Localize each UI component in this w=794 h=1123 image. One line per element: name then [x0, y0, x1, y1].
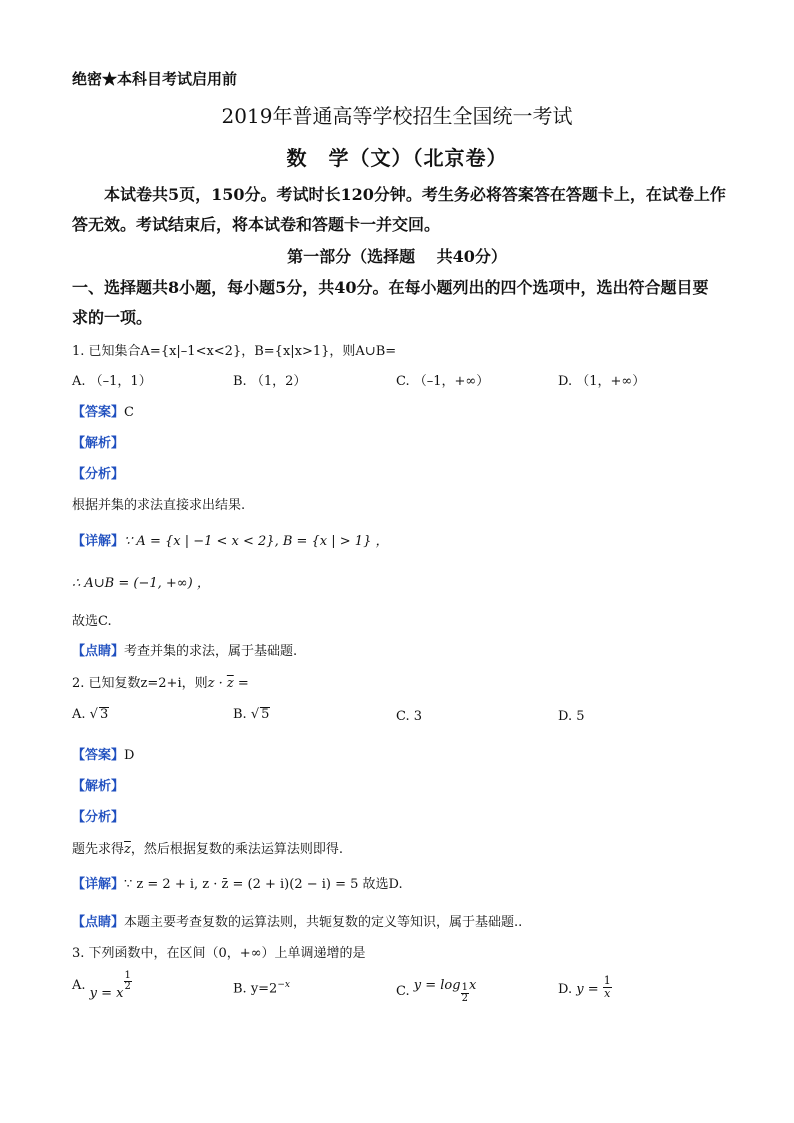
comment-label: 【点睛】 [72, 915, 125, 930]
answer-label: 【答案】 [72, 748, 125, 763]
q1-stem: 1. 已知集合A={x|–1<x<2}，B={x|x>1}，则A∪B= [72, 344, 397, 359]
part-heading: 第一部分（选择题 共40分） [287, 247, 507, 266]
q3-option-d-num: 1 [603, 974, 611, 987]
q2-fenxi-text [72, 838, 343, 857]
q3-option-c-base-num: 1 [461, 982, 468, 993]
q3-option-a-expr: y = x [89, 986, 124, 1001]
q3-option-a-exp-den: 2 [124, 981, 131, 992]
q3-option-a-label: A. [72, 978, 86, 993]
comment-label: 【点睛】 [72, 644, 125, 659]
fenxi-label: 【分析】 [72, 467, 125, 482]
answer-label: 【答案】 [72, 405, 125, 420]
q2-stem-post: = [233, 676, 249, 691]
q2-answer [72, 744, 134, 763]
q2-stem-pre: 2. 已知复数z=2+i，则 [72, 676, 208, 691]
q2-option-b: B. √ 5 [233, 707, 270, 722]
q2-fenxi [72, 806, 124, 825]
q3-stem: 3. 下列函数中，在区间（0，+∞）上单调递增的是 [72, 946, 366, 961]
section-line-1: 一、选择题共8小题，每小题5分，共40分。在每小题列出的四个选项中，选出符合题目要 [72, 278, 709, 297]
q1-comment [72, 640, 297, 659]
q1-option-a: A. （–1，1） [72, 374, 152, 389]
q3-option-a-exponent [124, 971, 132, 992]
fenxi-label: 【分析】 [72, 810, 125, 825]
secret-label: 绝密★本科目考试启用前 [72, 70, 238, 88]
detail-label: 【详解】 [72, 534, 125, 549]
q3-option-c-x: x [468, 978, 477, 993]
q3-option-c-base [461, 983, 469, 1004]
q2-detail [72, 873, 403, 892]
q2-stem [72, 672, 249, 691]
analysis-label: 【解析】 [72, 779, 125, 794]
q2-option-a-label: A. [72, 707, 86, 722]
q1-choose: 故选C. [72, 614, 112, 629]
q2-option-d: D. 5 [558, 709, 585, 724]
q3-option-d [558, 975, 612, 1000]
q2-option-b-label: B. [233, 707, 247, 722]
q3-option-a [72, 970, 132, 1001]
intro-line-1: 本试卷共5页，150分。考试时长120分钟。考生务必将答案答在答题卡上，在试卷上作 [104, 185, 726, 204]
q3-option-c-base-den: 2 [461, 993, 468, 1004]
exam-title: 2019年普通高等学校招生全国统一考试 [221, 104, 573, 128]
q2-option-c: C. 3 [396, 709, 423, 724]
q1-detail [72, 530, 388, 549]
q2-fenxi-pre: 题先求得 [72, 842, 125, 857]
q3-option-d-label: D. [558, 982, 573, 997]
q3-option-d-fraction [603, 975, 612, 1000]
q2-stem-bar: $\overline{z}$ [226, 676, 234, 691]
q1-option-d: D. （1，+∞） [558, 374, 646, 389]
q2-comment [72, 911, 522, 930]
q2-detail-text: ∵ z = 2 + i, z · z̄ = (2 + i)(2 − i) = 5 故选D. [124, 877, 403, 892]
q3-option-b [233, 980, 290, 996]
exam-subtitle: 数 学（文）（北京卷） [286, 146, 508, 170]
q3-option-c-expr: y = log [413, 978, 461, 993]
q1-step2: ∴ A∪B = (−1, +∞) ， [72, 576, 210, 591]
q2-option-a-value: 3 [99, 707, 109, 722]
q3-option-c-label: C. [396, 984, 410, 999]
detail-label: 【详解】 [72, 877, 125, 892]
q3-option-b-exponent: −x [277, 980, 290, 990]
q1-option-b: B. （1，2） [233, 374, 307, 389]
section-line-2: 求的一项。 [72, 308, 153, 327]
q3-option-a-exp-num: 1 [124, 970, 131, 981]
q2-fenxi-bar: $\overline{z}$ [124, 842, 131, 857]
q1-fenxi-text: 根据并集的求法直接求出结果. [72, 498, 246, 513]
q2-option-b-value: 5 [261, 707, 270, 722]
q3-option-d-expr: y = [576, 982, 599, 997]
q3-option-c [396, 975, 477, 1004]
q3-option-d-den: x [604, 987, 611, 1000]
q2-analysis [72, 775, 124, 794]
intro-line-2: 答无效。考试结束后，将本试卷和答题卡一并交回。 [72, 215, 441, 234]
q1-answer-value: C [124, 405, 134, 420]
q1-analysis [72, 432, 124, 451]
q2-answer-value: D [124, 748, 135, 763]
q1-answer [72, 401, 134, 420]
q1-fenxi [72, 463, 124, 482]
q2-option-a: A. √ 3 [72, 707, 109, 722]
q1-detail-text: ∵ A = {x | −1 < x < 2}, B = {x | > 1} ， [124, 534, 389, 549]
q1-option-c: C. （–1，+∞） [396, 374, 490, 389]
analysis-label: 【解析】 [72, 436, 125, 451]
q2-comment-text: 本题主要考查复数的运算法则，共轭复数的定义等知识，属于基础题.. [124, 915, 523, 930]
q2-stem-expr: z · [207, 676, 227, 691]
q1-comment-text: 考查并集的求法，属于基础题. [124, 644, 298, 659]
q2-fenxi-post: ，然后根据复数的乘法运算法则即得. [130, 842, 344, 857]
q3-option-b-label: B. y=2 [233, 981, 278, 997]
